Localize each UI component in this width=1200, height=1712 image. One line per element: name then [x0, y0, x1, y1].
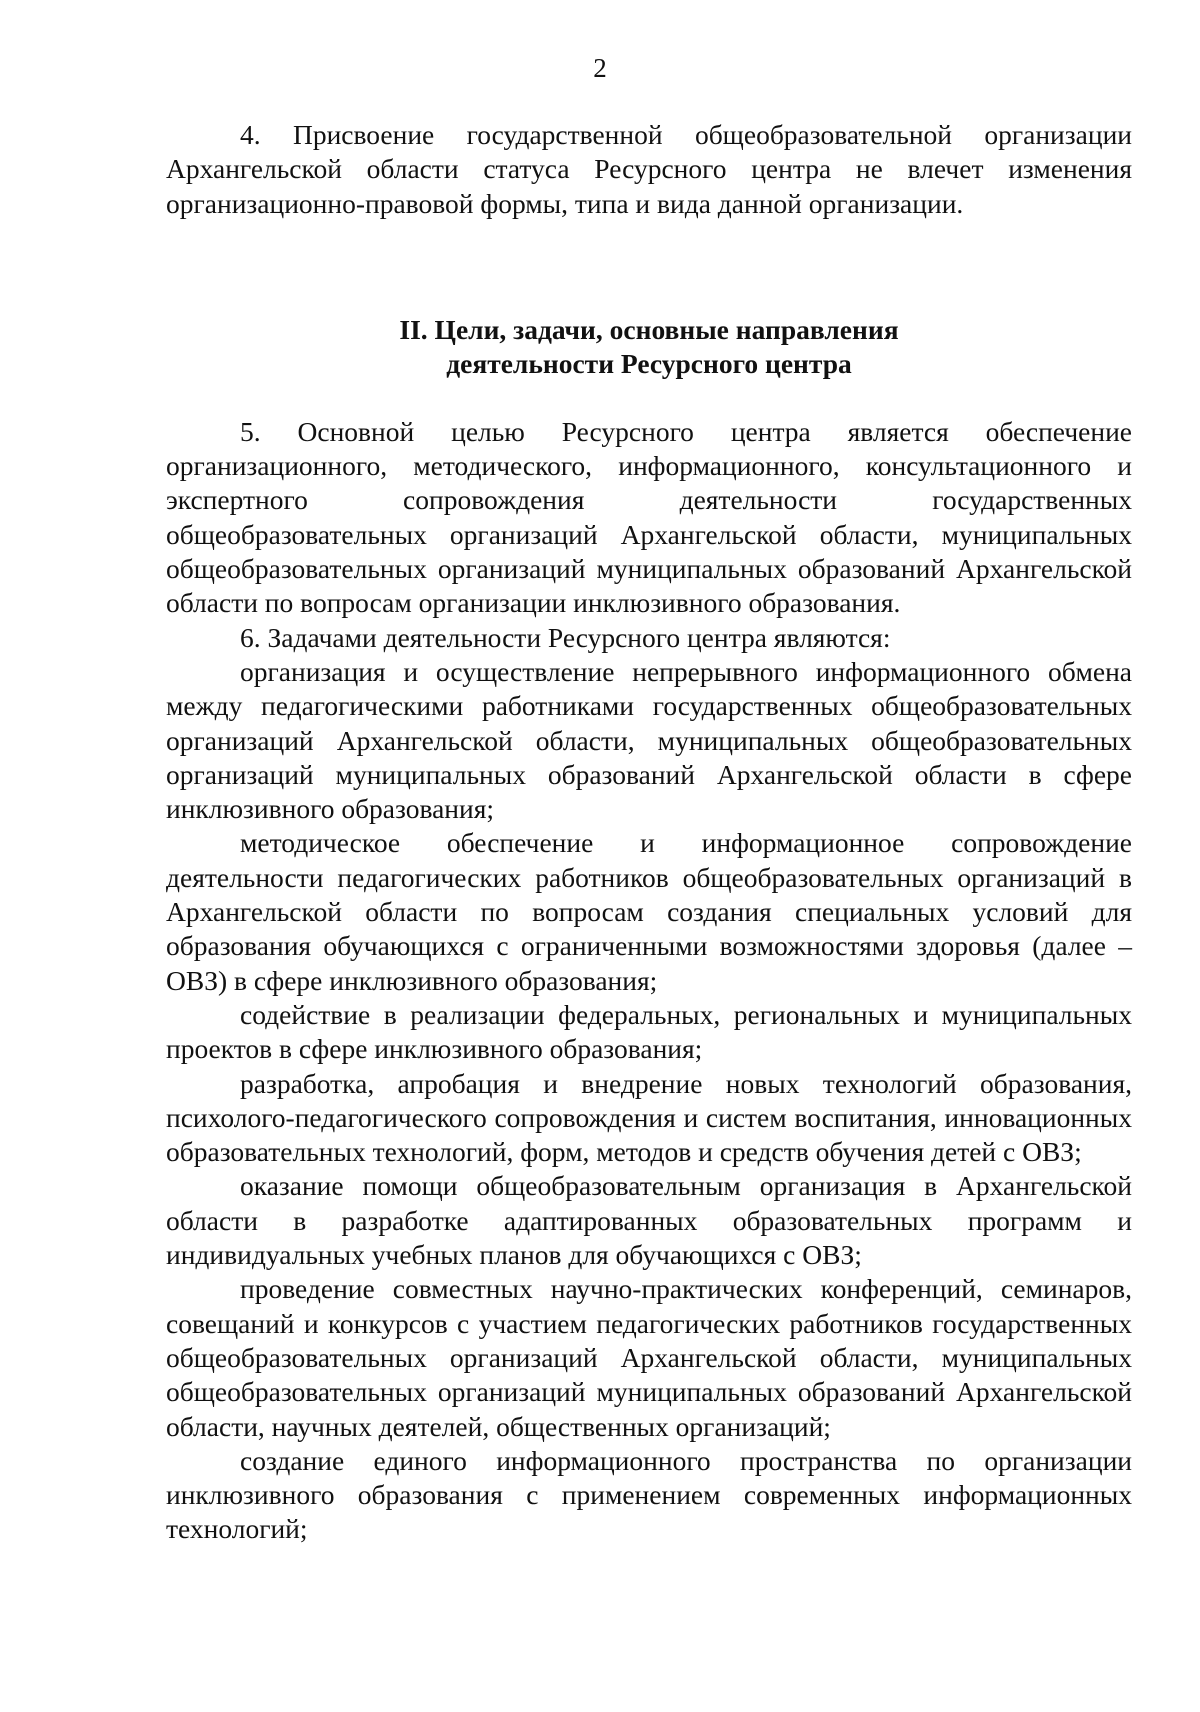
- list-item-information-exchange: организация и осуществление непрерывного информационного обмена между педагогическими работниками государственных общеобразовательных организаций Архангельской области, муниципальных общеобразовательных организаций муниципальных образований Архангельской области в сфере инклюзивного образования;: [166, 655, 1132, 825]
- list-item-program-assistance: оказание помощи общеобразовательным организация в Архангельской области в разработке адаптированных образовательных программ и индивидуальных учебных планов для обучающихся с ОВЗ;: [166, 1170, 1132, 1271]
- paragraph-4: 4. Присвоение государственной общеобразовательной организации Архангельской области статуса Ресурсного центра не влечет изменения организационно-правовой формы, типа и вида данной организации.: [166, 119, 1132, 219]
- section-heading: [166, 313, 1132, 381]
- spacer: [166, 221, 1132, 313]
- page-number: 2: [593, 53, 607, 83]
- paragraph-6-intro: 6. Задачами деятельности Ресурсного центра являются:: [240, 621, 891, 653]
- document-body: [166, 118, 1132, 1547]
- list-item-information-space: создание единого информационного пространства по организации инклюзивного образования с применением современных информационных технологий;: [166, 1444, 1132, 1545]
- paragraph-5: 5. Основной целью Ресурсного центра является обеспечение организационного, методического, информационного, консультационного и экспертного сопровождения деятельности государственных общеобразовательных организаций Архангельской области, муниципальных общеобразовательных организаций муниципальных образований Архангельской области по вопросам организации инклюзивного образования.: [166, 415, 1132, 619]
- list-item-technology-development: разработка, апробация и внедрение новых технологий образования, психолого-педагогического сопровождения и систем воспитания, инновационных образовательных технологий, форм, методов и средств обучения детей с ОВЗ;: [166, 1067, 1132, 1168]
- list-item-conferences: проведение совместных научно-практических конференций, семинаров, совещаний и конкурсов с участием педагогических работников государственных общеобразовательных организаций Архангельской области, муниципальных общеобразовательных организаций муниципальных образований Архангельской области, научных деятелей, общественных организаций;: [166, 1273, 1132, 1442]
- list-item-methodical-support: методическое обеспечение и информационное сопровождение деятельности педагогических работников общеобразовательных организаций в Архангельской области по вопросам создания специальных условий для образования обучающихся с ограниченными возможностями здоровья (далее – ОВЗ) в сфере инклюзивного образования;: [166, 827, 1132, 996]
- section-heading-line1: II. Цели, задачи, основные направления: [399, 313, 899, 345]
- section-heading-line2: деятельности Ресурсного центра: [446, 347, 852, 379]
- spacer: [166, 381, 1132, 415]
- list-item-projects-assistance: содействие в реализации федеральных, региональных и муниципальных проектов в сфере инклюзивного образования;: [166, 998, 1132, 1065]
